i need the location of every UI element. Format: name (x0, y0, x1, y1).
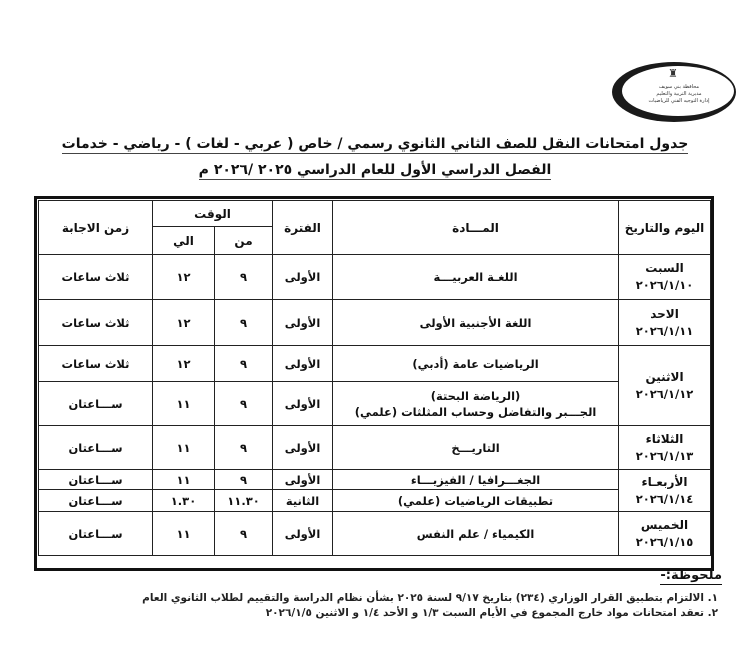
subject-cell: التاريـــخ (333, 426, 619, 470)
duration-cell: ثلاث ساعات (39, 255, 153, 300)
exam-date: ٢٠٢٦/١/١٣ (635, 448, 694, 463)
duration-cell: ســـاعتان (39, 470, 153, 490)
period-cell: الأولى (273, 346, 333, 382)
to-cell: ١٢ (153, 346, 215, 382)
duration-cell: ســـاعتان (39, 490, 153, 512)
subject-line: (الرياضة البحتة) (430, 388, 521, 403)
header-time: الوقت (153, 201, 273, 227)
title-line-2: الفصل الدراسي الأول للعام الدراسي ٢٠٢٥ /٢٠٢٦ م (198, 162, 552, 178)
note-item: ٢. تعقد امتحانات مواد خارج المجموع في الأيام السبت ١/٣ و الأحد ١/٤ و الاثنين ٢٠٢٦/١/٥ (265, 607, 718, 619)
subject-cell: اللغة الأجنبية الأولى (333, 300, 619, 346)
title-line-1: جدول امتحانات النقل للصف الثاني الثانوي رسمي / خاص ( عربي - لغات ) - رياضي - خدمات (61, 136, 689, 152)
header-from: من (215, 227, 273, 255)
exam-date: ٢٠٢٦/١/١١ (635, 323, 694, 338)
from-cell: ٩ (215, 426, 273, 470)
table-row (39, 300, 711, 346)
table-row (39, 490, 711, 512)
exam-date: ٢٠٢٦/١/١٠ (635, 278, 694, 292)
header-to: الي (153, 227, 215, 255)
from-cell: ٩ (215, 512, 273, 556)
period-cell: الأولى (273, 255, 333, 300)
to-cell: ١.٣٠ (153, 490, 215, 512)
duration-cell: ثلاث ساعات (39, 346, 153, 382)
period-cell: الأولى (273, 426, 333, 470)
exam-schedule-table (38, 200, 711, 556)
period-cell: الأولى (273, 300, 333, 346)
day-date-cell (619, 255, 711, 300)
day-name: الثلاثاء (645, 431, 684, 446)
to-cell: ١٢ (153, 300, 215, 346)
duration-cell: ســـاعتان (39, 426, 153, 470)
exam-date: ٢٠٢٦/١/١٥ (635, 534, 694, 549)
subject-cell (333, 382, 619, 426)
header-period: الفترة (273, 201, 333, 255)
notes-heading: ملحوظة:- (660, 568, 722, 583)
table-row (39, 470, 711, 490)
table-row (39, 382, 711, 426)
subject-cell: اللغـة العربيـــة (333, 255, 619, 300)
to-cell: ١١ (153, 512, 215, 556)
header-duration: زمن الاجابة (39, 201, 153, 255)
day-name: الاحد (650, 306, 679, 321)
table-row (39, 255, 711, 300)
eagle-icon: ♜ (668, 67, 678, 80)
to-cell: ١١ (153, 470, 215, 490)
from-cell: ٩ (215, 382, 273, 426)
period-cell: الأولى (273, 470, 333, 490)
day-name: الأربعـاء (641, 474, 688, 489)
from-cell: ٩ (215, 346, 273, 382)
exam-date: ٢٠٢٦/١/١٢ (635, 386, 694, 401)
day-date-cell (619, 300, 711, 346)
from-cell: ٩ (215, 255, 273, 300)
day-name: الخميس (640, 517, 689, 532)
to-cell: ١٢ (153, 255, 215, 300)
from-cell: ٩ (215, 300, 273, 346)
header-subject: المـــادة (333, 201, 619, 255)
subject-line: الجـــبر والتفاضل وحساب المثلثات (علمي) (354, 404, 597, 419)
note-item: ١. الالتزام بتطبيق القرار الوزاري (٢٣٤) بتاريخ ٩/١٧ لسنة ٢٠٢٥ بشأن نظام الدراسة والتقييم لطلاب الثانوي العام (142, 592, 718, 604)
from-cell: ١١.٣٠ (215, 490, 273, 512)
day-date-cell (619, 346, 711, 426)
duration-cell: ثلاث ساعات (39, 300, 153, 346)
logo-text-line: إدارة التوجيه الفني للرياضيات (648, 98, 710, 104)
header-row (39, 201, 711, 227)
day-name: السبت (645, 261, 684, 275)
period-cell: الأولى (273, 382, 333, 426)
duration-cell: ســـاعتان (39, 512, 153, 556)
day-name: الاثنين (645, 369, 684, 384)
from-cell: ٩ (215, 470, 273, 490)
subject-cell: الجغـــرافيا / الفيزيـــاء (333, 470, 619, 490)
to-cell: ١١ (153, 382, 215, 426)
subject-cell: الكيمياء / علم النفس (333, 512, 619, 556)
day-date-cell (619, 426, 711, 470)
document-title (0, 136, 750, 152)
header-day-date: اليوم والتاريخ (619, 201, 711, 255)
ministry-logo (612, 62, 738, 124)
period-cell: الأولى (273, 512, 333, 556)
table-row (39, 512, 711, 556)
duration-cell: ســـاعتان (39, 382, 153, 426)
logo-text-line: محافظة بني سويف (658, 84, 700, 90)
period-cell: الثانية (273, 490, 333, 512)
day-date-cell (619, 470, 711, 512)
table-row (39, 346, 711, 382)
logo-text-line: مديرية التربية والتعليم (656, 91, 702, 97)
day-date-cell (619, 512, 711, 556)
to-cell: ١١ (153, 426, 215, 470)
table-row (39, 426, 711, 470)
subject-cell: تطبيقات الرياضيات (علمي) (333, 490, 619, 512)
document-subtitle (0, 162, 750, 178)
exam-date: ٢٠٢٦/١/١٤ (635, 491, 694, 506)
subject-cell: الرياضيات عامة (أدبي) (333, 346, 619, 382)
